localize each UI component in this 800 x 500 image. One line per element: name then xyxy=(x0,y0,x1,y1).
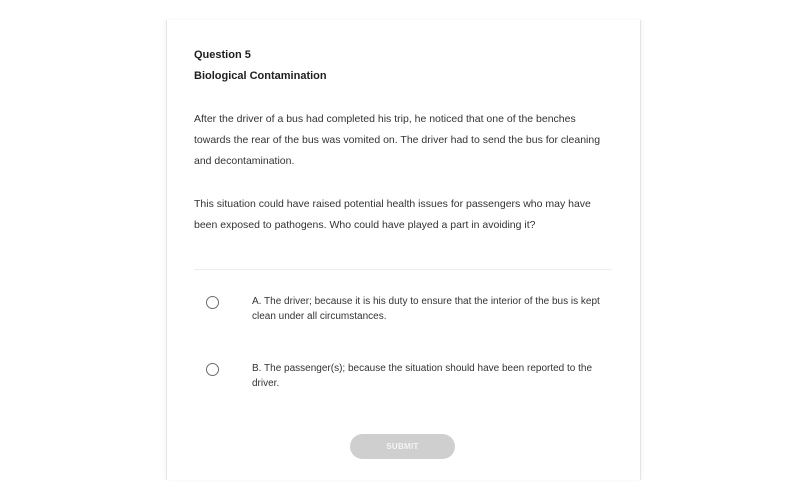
divider xyxy=(194,269,612,270)
question-card xyxy=(166,20,641,480)
radio-button-b[interactable] xyxy=(206,363,219,376)
radio-button-a[interactable] xyxy=(206,296,219,309)
question-paragraph-prompt: This situation could have raised potential health issues for passengers who may have been exposed to pathogens. Who could have played a part in avoiding it? xyxy=(194,198,591,231)
question-number: Question 5 xyxy=(194,49,251,61)
submit-button[interactable]: SUBMIT xyxy=(350,434,455,459)
question-title: Biological Contamination xyxy=(194,70,327,82)
answer-option-b-label: B. The passenger(s); because the situation should have been reported to the driver. xyxy=(252,363,593,389)
answer-option-a-label: A. The driver; because it is his duty to ensure that the interior of the bus is kept clean under all circumstances. xyxy=(252,296,600,322)
question-paragraph-scenario: After the driver of a bus had completed his trip, he noticed that one of the benches towards the rear of the bus was vomited on. The driver had to send the bus for cleaning and decontamination. xyxy=(194,113,601,167)
